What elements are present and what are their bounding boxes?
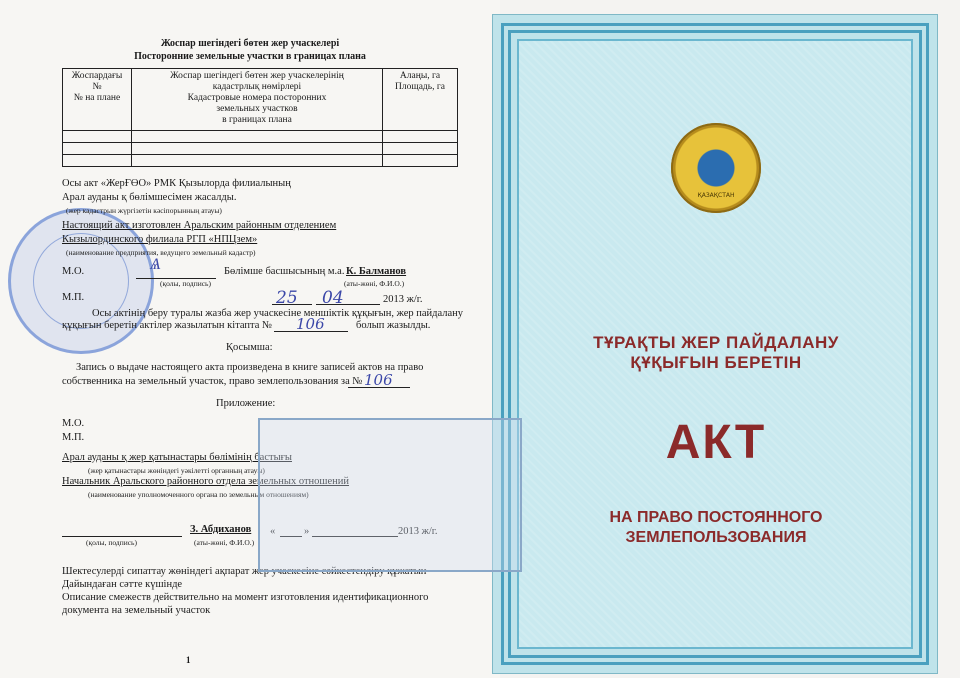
mo-label: М.О.: [62, 266, 85, 277]
record-ru-line: [348, 387, 410, 388]
land-signature-line: [62, 536, 182, 537]
issued-ru-line-1: Настоящий акт изготовлен Аральским районным отделением: [62, 220, 337, 231]
title-kk-line-1: ТҰРАҚТЫ ЖЕР ПАЙДАЛАНУ: [593, 333, 839, 352]
issued-kk-line-1: Осы акт «ЖерҒӨО» РМК Қызылорда филиалының: [62, 178, 291, 189]
plan-table: [62, 68, 458, 167]
mo2-label: М.О.: [62, 418, 85, 429]
date-month: 04: [322, 288, 344, 308]
land-kk-note: (жер қатынастары жөніндегі уәкілетті органның атауы): [88, 466, 265, 475]
land-date-close: »: [304, 526, 310, 537]
record-ru-number: 106: [364, 371, 393, 389]
record-kk-line-1: Осы актінің беру туралы жазба жер учаскесіне меншіктік құқығын, жер пайдалану: [92, 308, 464, 319]
mp-label: М.П.: [62, 292, 85, 303]
table-row: [63, 131, 458, 143]
footer-kk-line-2: Дайындаған сәтте күшінде: [62, 579, 183, 590]
issued-kk-line-2: Арал ауданы қ бөлімшесімен жасалды.: [62, 192, 237, 203]
mp2-label: М.П.: [62, 432, 85, 443]
table-row: [63, 143, 458, 155]
title-kk-line-2: ҚҰҚЫҒЫН БЕРЕТІН: [630, 353, 802, 372]
footer-ru-line-2: документа на земельный участок: [62, 605, 211, 616]
record-ru-line-2: собственника на земельный участок, право землепользования за №: [62, 376, 363, 387]
record-kk-number: 106: [296, 315, 325, 333]
head-sig-note: (қолы, подпись): [160, 279, 211, 288]
issued-kk-note: (жер кадастрын жүргізетін кәсіпорынның атауы): [66, 206, 222, 215]
appendix-kk: Қосымша:: [226, 342, 273, 353]
land-sig-note: (қолы, подпись): [86, 538, 137, 547]
land-name-note: (аты-жөні, Ф.И.О.): [194, 538, 255, 547]
date-month-line: [316, 304, 380, 305]
appendix-ru: Приложение:: [216, 398, 276, 409]
land-kk: Арал ауданы қ жер қатынастары бөлімінің бастығы: [62, 452, 292, 463]
title-main: АКТ: [665, 416, 767, 469]
head-label: Бөлімше басшысының м.а.: [224, 266, 345, 277]
col-number-header: Жоспардағы № № на плане: [63, 69, 132, 131]
date-day: 25: [276, 288, 298, 308]
date-day-line: [272, 304, 312, 305]
title-ru-line-2: ЗЕМЛЕПОЛЬЗОВАНИЯ: [625, 529, 807, 546]
page-number: 1: [186, 655, 191, 665]
record-kk-line-2: құқығын беретін актілер жазылатын кітапта №: [62, 320, 273, 331]
footer-ru-line-1: Описание смежеств действительно на момент изготовления идентификационного: [62, 592, 429, 603]
record-kk-line: [274, 331, 348, 332]
issued-ru-note: (наименование предприятия, ведущего земельный кадастр): [66, 248, 256, 257]
header-ru: Посторонние земельные участки в границах плана: [134, 51, 366, 62]
issued-ru-line-2: Кызылординского филиала РГП «НПЦзем»: [62, 234, 258, 245]
registration-stamp: [258, 418, 522, 572]
state-emblem: [671, 123, 761, 213]
emblem-text: ҚАЗАҚСТАН: [697, 192, 735, 199]
head-name-note: (аты-жөні, Ф.И.О.): [344, 279, 405, 288]
land-name: З. Абдиханов: [190, 524, 252, 535]
land-ru-note: (наименование уполномоченного органа по земельным отношениям): [88, 490, 309, 499]
land-ru: Начальник Аральского районного отдела земельных отношений: [62, 476, 350, 487]
record-kk-end: болып жазылды.: [356, 320, 431, 331]
title-ru-line-1: НА ПРАВО ПОСТОЯННОГО: [609, 509, 823, 526]
land-date-open: «: [270, 526, 276, 537]
record-ru-line-1: Запись о выдаче настоящего акта произведена в книге записей актов на право: [76, 362, 424, 373]
cover-page: [492, 14, 938, 674]
col-cadastral-header: Жоспар шегіндегі бөтен жер учаскелерінің кадастрлық нөмірлері Кадастровые номера посторонних земельных участков в границах плана: [132, 69, 383, 131]
footer-kk-line-1: Шектесулерді сипаттау жөніндегі ақпарат жер учаскесіне сәйкестендіру құжатын: [62, 566, 427, 577]
head-name: К. Балманов: [346, 266, 407, 277]
table-row: [63, 155, 458, 167]
land-year: 2013 ж/г.: [398, 526, 438, 537]
header-kk: Жоспар шегіндегі бөтен жер учаскелері: [160, 38, 340, 49]
date-year: 2013 ж/г.: [383, 294, 423, 305]
head-signature: Ѧ: [150, 254, 162, 273]
col-area-header: Алаңы, га Площадь, га: [383, 69, 458, 131]
